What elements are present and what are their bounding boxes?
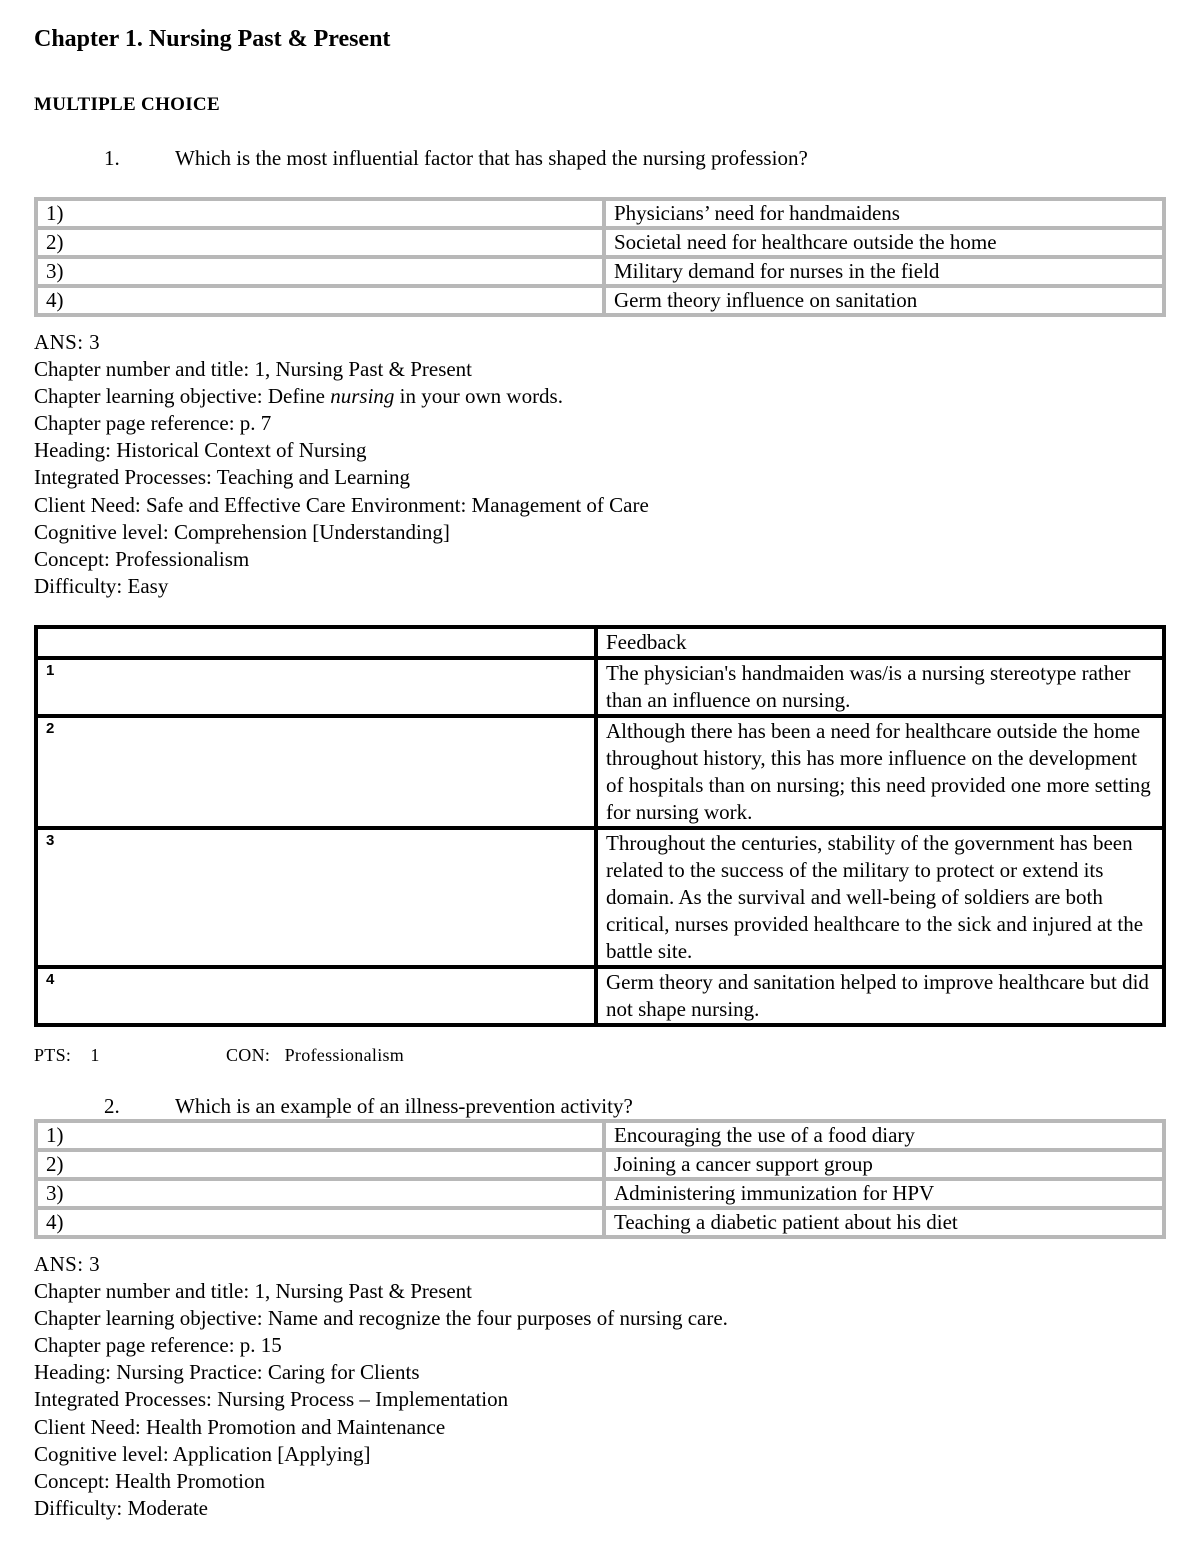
choice-row — [36, 286, 1164, 315]
question-text: Which is the most influential factor that has shaped the nursing profession? — [175, 146, 808, 170]
choice-label: 4) — [36, 1208, 604, 1237]
client-need: Client Need: Safe and Effective Care Environment: Management of Care — [34, 492, 649, 517]
feedback-header-row — [36, 627, 1164, 658]
choices-table-2 — [34, 1119, 1166, 1239]
feedback-text: Throughout the centuries, stability of the government has been related to the success of the military to protect or extend its domain. As the survival and well-being of soldiers are both critical, nurses provided healthcare to the sick and injured at the battle site. — [596, 828, 1164, 967]
choice-row — [36, 1121, 1164, 1150]
feedback-table — [34, 625, 1166, 1027]
choice-label: 4) — [36, 286, 604, 315]
choice-label: 1) — [36, 199, 604, 228]
choice-text: Military demand for nurses in the field — [604, 257, 1164, 286]
chapter-title: Chapter 1. Nursing Past & Present — [34, 26, 391, 52]
feedback-row — [36, 967, 1164, 1025]
page-reference: Chapter page reference: p. 7 — [34, 411, 272, 436]
feedback-number: 1 — [36, 658, 596, 716]
concept-code: CON: Professionalism — [226, 1045, 405, 1065]
choice-row — [36, 1150, 1164, 1179]
choice-row — [36, 1208, 1164, 1237]
feedback-row — [36, 828, 1164, 967]
heading-line: Heading: Nursing Practice: Caring for Clients — [34, 1360, 420, 1385]
answer-metadata-1 — [34, 329, 1166, 600]
choice-text: Germ theory influence on sanitation — [604, 286, 1164, 315]
client-need: Client Need: Health Promotion and Maintenance — [34, 1414, 446, 1439]
question-2 — [34, 1093, 1166, 1120]
choice-text: Teaching a diabetic patient about his diet — [604, 1208, 1164, 1237]
choice-label: 3) — [36, 257, 604, 286]
choice-row — [36, 257, 1164, 286]
question-1 — [34, 145, 1166, 172]
learning-objective: Chapter learning objective: Define nursing in your own words. — [34, 384, 563, 409]
choice-label: 2) — [36, 228, 604, 257]
section-title: MULTIPLE CHOICE — [34, 94, 220, 115]
choice-label: 3) — [36, 1179, 604, 1208]
question-number: 1. — [104, 146, 120, 170]
feedback-number: 2 — [36, 716, 596, 828]
feedback-header: Feedback — [596, 627, 1164, 658]
feedback-text: Germ theory and sanitation helped to improve healthcare but did not shape nursing. — [596, 967, 1164, 1025]
points-concept-line — [34, 1043, 405, 1067]
question-number: 2. — [104, 1094, 120, 1118]
chapter-number-title: Chapter number and title: 1, Nursing Past & Present — [34, 1279, 473, 1304]
answer-line: ANS: 3 — [34, 330, 100, 354]
concept: Concept: Health Promotion — [34, 1468, 265, 1493]
feedback-text: The physician's handmaiden was/is a nursing stereotype rather than an influence on nursing. — [596, 658, 1164, 716]
question-text: Which is an example of an illness-prevention activity? — [175, 1094, 633, 1118]
learning-objective: Chapter learning objective: Name and recognize the four purposes of nursing care. — [34, 1306, 728, 1331]
choice-row — [36, 199, 1164, 228]
choice-text: Encouraging the use of a food diary — [604, 1121, 1164, 1150]
integrated-processes: Integrated Processes: Nursing Process – Implementation — [34, 1387, 509, 1412]
choice-text: Joining a cancer support group — [604, 1150, 1164, 1179]
choice-row — [36, 1179, 1164, 1208]
cognitive-level: Cognitive level: Comprehension [Understanding] — [34, 519, 450, 544]
feedback-number: 3 — [36, 828, 596, 967]
page-reference: Chapter page reference: p. 15 — [34, 1333, 282, 1358]
chapter-number-title: Chapter number and title: 1, Nursing Past & Present — [34, 357, 473, 382]
answer-line: ANS: 3 — [34, 1252, 100, 1276]
choice-label: 1) — [36, 1121, 604, 1150]
choice-text: Administering immunization for HPV — [604, 1179, 1164, 1208]
choice-row — [36, 228, 1164, 257]
choice-text: Physicians’ need for handmaidens — [604, 199, 1164, 228]
answer-metadata-2 — [34, 1251, 1166, 1522]
cognitive-level: Cognitive level: Application [Applying] — [34, 1441, 371, 1466]
choice-text: Societal need for healthcare outside the home — [604, 228, 1164, 257]
difficulty: Difficulty: Moderate — [34, 1495, 208, 1520]
feedback-row — [36, 716, 1164, 828]
concept: Concept: Professionalism — [34, 546, 250, 571]
difficulty: Difficulty: Easy — [34, 573, 169, 598]
feedback-header-blank — [36, 627, 596, 658]
objective-emphasis: nursing — [330, 384, 395, 409]
heading-line: Heading: Historical Context of Nursing — [34, 438, 367, 463]
feedback-text: Although there has been a need for healthcare outside the home throughout history, this has more influence on the development of hospitals than on nursing; this need provided one more setting for nursing work. — [596, 716, 1164, 828]
choice-label: 2) — [36, 1150, 604, 1179]
feedback-row — [36, 658, 1164, 716]
choices-table-1 — [34, 197, 1166, 317]
integrated-processes: Integrated Processes: Teaching and Learning — [34, 465, 411, 490]
points: PTS: 1 — [34, 1045, 100, 1065]
feedback-number: 4 — [36, 967, 596, 1025]
